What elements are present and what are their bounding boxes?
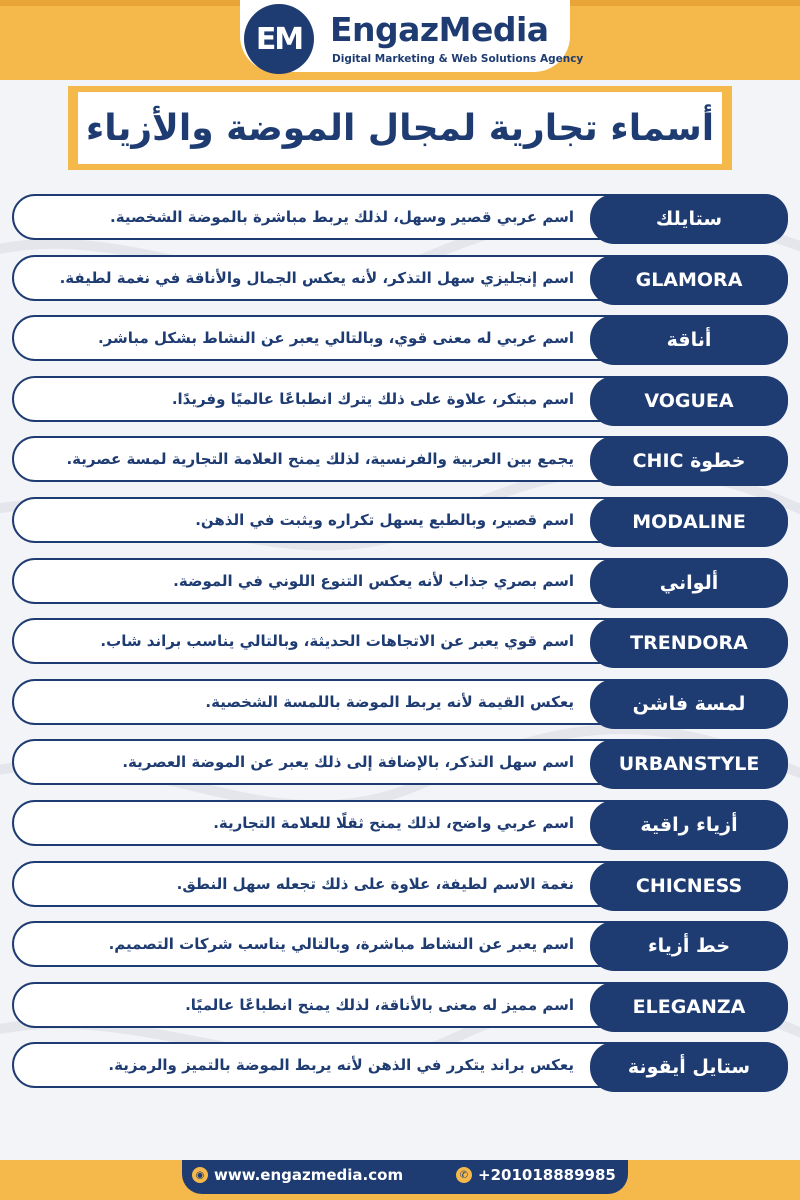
list-item <box>12 497 788 543</box>
list-item <box>12 376 788 422</box>
list-item <box>12 861 788 907</box>
list-item <box>12 1042 788 1088</box>
brand-description: اسم عربي واضح، لذلك يمنح ثقلًا للعلامة التجارية. <box>213 814 574 832</box>
brand-name-pill: VOGUEA <box>590 376 788 426</box>
brand-tagline: Digital Marketing & Web Solutions Agency <box>332 53 584 65</box>
brand-name-pill: MODALINE <box>590 497 788 547</box>
brand-description: اسم مميز له معنى بالأناقة، لذلك يمنح انطباعًا عالميًا. <box>185 995 574 1014</box>
brand-description: اسم إنجليزي سهل التذكر، لأنه يعكس الجمال والأناقة في نغمة لطيفة. <box>59 268 574 287</box>
phone-text: +201018889985 <box>478 1166 616 1184</box>
brand-description: يعكس براند يتكرر في الذهن لأنه يربط الموضة بالتميز والرمزية. <box>108 1056 574 1075</box>
list-item <box>12 255 788 301</box>
list-item <box>12 436 788 482</box>
brand-description: اسم قوي يعبر عن الاتجاهات الحديثة، وبالتالي يناسب براند شاب. <box>100 632 574 651</box>
list-item <box>12 618 788 664</box>
logo-icon <box>244 4 314 74</box>
brand-name-pill: CHICNESS <box>590 861 788 911</box>
brand-name-pill: لمسة فاشن <box>590 679 788 729</box>
brand-name-pill: GLAMORA <box>590 255 788 305</box>
list-item <box>12 739 788 785</box>
brand-description: اسم يعبر عن النشاط مباشرة، وبالتالي يناسب شركات التصميم. <box>108 935 574 954</box>
globe-icon: ◉ <box>192 1167 208 1183</box>
brand-description: نغمة الاسم لطيفة، علاوة على ذلك تجعله سهل النطق. <box>176 874 574 893</box>
brand-name-pill: ستايلك <box>590 194 788 244</box>
brand-description: يعكس القيمة لأنه يربط الموضة باللمسة الشخصية. <box>205 692 574 711</box>
brand-name-pill: خطوة CHIC <box>590 436 788 486</box>
brand-name: EngazMedia <box>330 10 549 49</box>
list-item <box>12 194 788 240</box>
brand-name-pill: أزياء راقية <box>590 800 788 850</box>
brand-name-pill: TRENDORA <box>590 618 788 668</box>
brand-name-pill: ستايل أيقونة <box>590 1042 788 1092</box>
brand-description: اسم عربي قصير وسهل، لذلك يربط مباشرة بالموضة الشخصية. <box>110 208 574 226</box>
list-item <box>12 315 788 361</box>
list-item <box>12 800 788 846</box>
list-item <box>12 679 788 725</box>
logo-text: EM <box>255 21 303 57</box>
brand-description: يجمع بين العربية والفرنسية، لذلك يمنح العلامة التجارية لمسة عصرية. <box>66 450 574 469</box>
website-text: www.engazmedia.com <box>214 1166 404 1184</box>
list-item <box>12 982 788 1028</box>
brand-name-pill: ELEGANZA <box>590 982 788 1032</box>
brand-description: اسم عربي له معنى قوي، وبالتالي يعبر عن النشاط بشكل مباشر. <box>97 329 574 348</box>
phone-icon: ✆ <box>456 1167 472 1183</box>
list-item <box>12 921 788 967</box>
brand-description: اسم قصير، وبالطبع يسهل تكراره ويثبت في الذهن. <box>195 511 574 529</box>
brand-name-pill: URBANSTYLE <box>590 739 788 789</box>
brand-description: اسم مبتكر، علاوة على ذلك يترك انطباعًا عالميًا وفريدًا. <box>171 389 574 408</box>
brand-description: اسم سهل التذكر، بالإضافة إلى ذلك يعبر عن الموضة العصرية. <box>122 753 574 772</box>
page-title: أسماء تجارية لمجال الموضة والأزياء <box>78 92 722 164</box>
footer-phone[interactable] <box>456 1166 616 1184</box>
brand-name-pill: خط أزياء <box>590 921 788 971</box>
brand-description: اسم بصري جذاب لأنه يعكس التنوع اللوني في الموضة. <box>173 571 574 590</box>
brand-name-pill: أناقة <box>590 315 788 365</box>
brand-name-pill: ألواني <box>590 558 788 608</box>
list-item <box>12 558 788 604</box>
footer-website[interactable] <box>192 1166 403 1184</box>
